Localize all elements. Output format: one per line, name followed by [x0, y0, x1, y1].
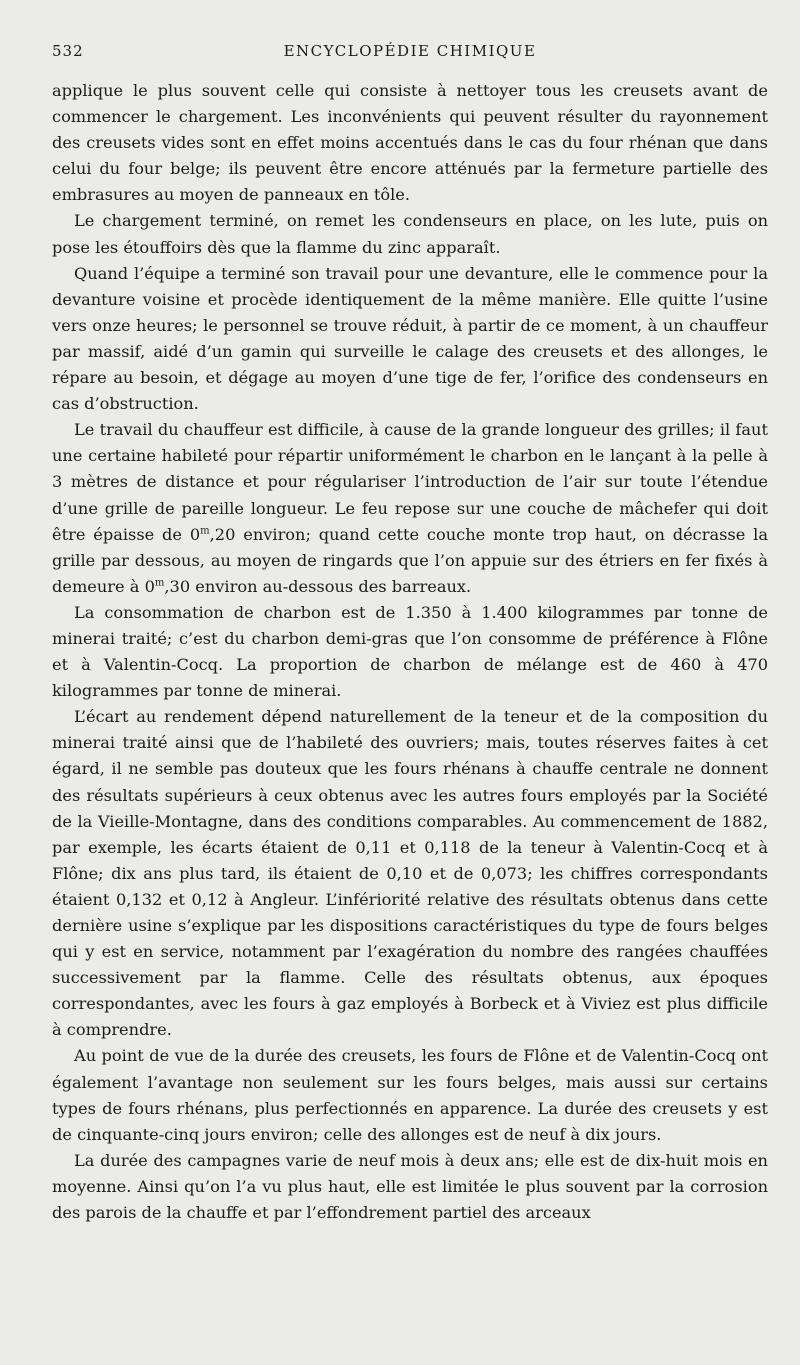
paragraph-equipe: Quand l’équipe a terminé son travail pour une devanture, elle le commence pour la devanture voisine et procède identiquement de la même manière. Elle quitte l’usine vers onze heures; le personnel se trouve réduit, à partir de ce moment, à un chauffeur par massif, aidé d’un gamin qui surveille le calage des creusets et des allonges, le répare au besoin, et dégage au moyen d’une tige de fer, l’orifice des condenseurs en cas d’obstruction. [52, 263, 768, 414]
running-header [52, 42, 768, 72]
paragraph-duree-creusets: Au point de vue de la durée des creusets, les fours de Flône et de Valentin-Cocq ont également l’avantage non seulement sur les fours belges, mais aussi sur certains types de fours rhénans, plus perfectionnés en apparence. La durée des creusets y est de cinquante-cinq jours environ; celle des allonges est de neuf à dix jours. [52, 1046, 768, 1144]
paragraph-duree-campagnes: La durée des campagnes varie de neuf mois à deux ans; elle est de dix-huit mois en moyenne. Ainsi qu’on l’a vu plus haut, elle est limitée le plus souvent par la corrosion des parois de la chauffe et par l’effondrement partiel des arceaux [52, 1150, 768, 1223]
paragraph-continuation: applique le plus souvent celle qui consiste à nettoyer tous les creusets avant de commencer le chargement. Les inconvénients qui peuvent résulter du rayonnement des creusets vides sont en effet moins accentués dans le cas du four rhénan que dans celui du four belge; ils peuvent être encore atténués par la fermeture partielle des embrasures au moyen de panneaux en tôle. [52, 81, 768, 205]
body-text [52, 78, 768, 1226]
running-title: ENCYCLOPÉDIE CHIMIQUE [283, 42, 537, 60]
paragraph-chauffeur: Le travail du chauffeur est difficile, à cause de la grande longueur des grilles; il faut une certaine habileté pour répartir uniformément le charbon en le lançant à la pelle à 3 mètres de distance et pour régulariser l’introduction de l’air sur toute l’étendue d’une grille de pareille longueur. Le feu repose sur une couche de mâchefer qui doit être épaisse de 0$^m$,20 environ; quand cette couche monte trop haut, on décrasse la grille par dessous, au moyen de ringards que l’on appuie sur des étriers en fer fixés à demeure à 0$^m$,30 environ au-dessous des barreaux. [52, 420, 768, 596]
page-number: 532 [52, 42, 84, 60]
paragraph-consommation: La consommation de charbon est de 1.350 à 1.400 kilogrammes par tonne de minerai traité; c’est du charbon demi-gras que l’on consomme de préférence à Flône et à Valentin-Cocq. La proportion de charbon de mélange est de 460 à 470 kilogrammes par tonne de minerai. [52, 602, 768, 701]
paragraph-chargement: Le chargement terminé, on remet les condenseurs en place, on les lute, puis on pose les étouffoirs dès que la flamme du zinc apparaît. [52, 211, 768, 257]
paragraph-rendement: L’écart au rendement dépend naturellement de la teneur et de la composition du minerai traité ainsi que de l’habileté des ouvriers; mais, toutes réserves faites à cet égard, il ne semble pas douteux que les fours rhénans à chauffe centrale ne donnent des résultats supérieurs à ceux obtenus avec les autres fours employés par la Société de la Vieille-Montagne, dans des conditions comparables. Au commencement de 1882, par exemple, les écarts étaient de 0,11 et 0,118 de la teneur à Valentin-Cocq et à Flône; dix ans plus tard, ils étaient de 0,10 et de 0,073; les chiffres correspondants étaient 0,132 et 0,12 à Angleur. L’infériorité relative des résultats obtenus dans cette dernière usine s’explique par les dispositions caractéristiques du type de fours belges qui y est en service, notamment par l’exagération du nombre des rangées chauffées successivement par la flamme. Celle des résultats obtenus, aux époques correspondantes, avec les fours à gaz employés à Borbeck et à Viviez est plus difficile à comprendre. [52, 707, 768, 1040]
